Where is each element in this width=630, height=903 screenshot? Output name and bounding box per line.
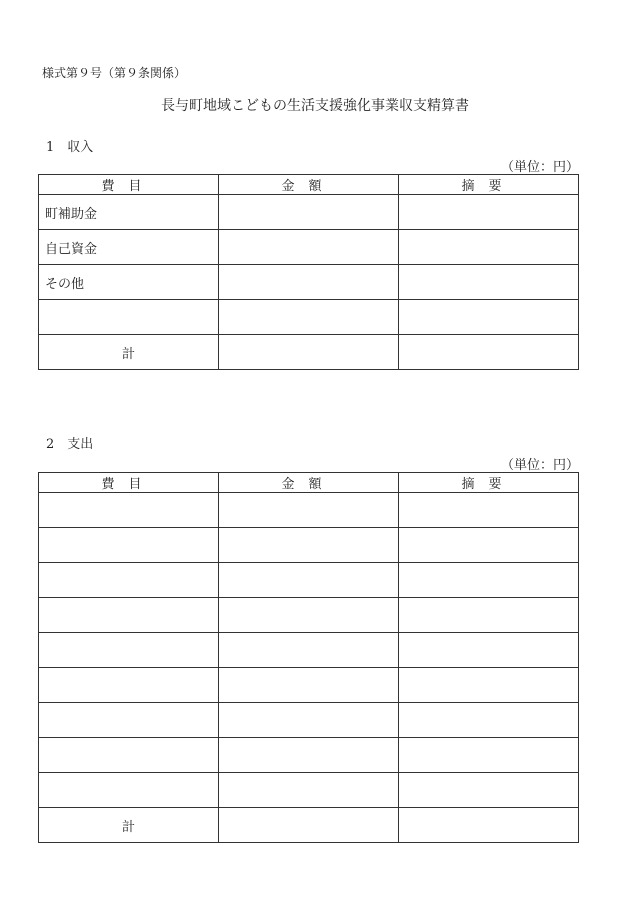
amount-cell[interactable] bbox=[219, 633, 399, 668]
expense-unit: （単位：円） bbox=[500, 458, 579, 473]
table-row bbox=[39, 195, 579, 230]
total-row bbox=[39, 335, 579, 370]
item-cell bbox=[39, 668, 219, 703]
table-row bbox=[39, 563, 579, 598]
table-row bbox=[39, 633, 579, 668]
amount-cell[interactable] bbox=[219, 738, 399, 773]
amount-cell[interactable] bbox=[219, 230, 399, 265]
item-cell bbox=[39, 300, 219, 335]
remarks-cell[interactable] bbox=[399, 563, 579, 598]
amount-cell[interactable] bbox=[219, 703, 399, 738]
table-row bbox=[39, 773, 579, 808]
expense-heading: 2 支出 bbox=[46, 437, 94, 452]
amount-cell[interactable] bbox=[219, 528, 399, 563]
remarks-cell[interactable] bbox=[399, 528, 579, 563]
table-row bbox=[39, 528, 579, 563]
document-title: 長与町地域こどもの生活支援強化事業収支精算書 bbox=[161, 98, 469, 114]
remarks-cell[interactable] bbox=[399, 493, 579, 528]
table-row bbox=[39, 598, 579, 633]
item-cell: 自己資金 bbox=[39, 230, 219, 265]
item-cell bbox=[39, 493, 219, 528]
amount-cell[interactable] bbox=[219, 493, 399, 528]
item-cell bbox=[39, 738, 219, 773]
item-cell bbox=[39, 563, 219, 598]
amount-cell[interactable] bbox=[219, 563, 399, 598]
header-item: 費目 bbox=[39, 473, 219, 493]
item-cell bbox=[39, 598, 219, 633]
total-row bbox=[39, 808, 579, 843]
total-label: 計 bbox=[39, 808, 219, 843]
header-item: 費目 bbox=[39, 175, 219, 195]
item-cell bbox=[39, 703, 219, 738]
total-amount-cell[interactable] bbox=[219, 808, 399, 843]
amount-cell[interactable] bbox=[219, 773, 399, 808]
item-cell: その他 bbox=[39, 265, 219, 300]
amount-cell[interactable] bbox=[219, 195, 399, 230]
item-cell bbox=[39, 528, 219, 563]
remarks-cell[interactable] bbox=[399, 230, 579, 265]
header-amount: 金額 bbox=[219, 473, 399, 493]
income-heading: 1 収入 bbox=[46, 140, 94, 155]
total-label: 計 bbox=[39, 335, 219, 370]
expense-table bbox=[38, 472, 579, 843]
table-row bbox=[39, 493, 579, 528]
table-row bbox=[39, 668, 579, 703]
total-remarks-cell[interactable] bbox=[399, 335, 579, 370]
amount-cell[interactable] bbox=[219, 300, 399, 335]
table-row bbox=[39, 703, 579, 738]
remarks-cell[interactable] bbox=[399, 598, 579, 633]
table-row bbox=[39, 265, 579, 300]
table-row bbox=[39, 738, 579, 773]
remarks-cell[interactable] bbox=[399, 633, 579, 668]
form-number: 様式第９号（第９条関係） bbox=[42, 66, 187, 80]
income-unit: （単位：円） bbox=[500, 160, 579, 175]
income-table bbox=[38, 174, 579, 370]
remarks-cell[interactable] bbox=[399, 703, 579, 738]
amount-cell[interactable] bbox=[219, 598, 399, 633]
header-remarks: 摘要 bbox=[399, 175, 579, 195]
remarks-cell[interactable] bbox=[399, 265, 579, 300]
table-row bbox=[39, 230, 579, 265]
remarks-cell[interactable] bbox=[399, 773, 579, 808]
amount-cell[interactable] bbox=[219, 668, 399, 703]
remarks-cell[interactable] bbox=[399, 668, 579, 703]
item-cell bbox=[39, 773, 219, 808]
item-cell bbox=[39, 633, 219, 668]
table-row bbox=[39, 300, 579, 335]
remarks-cell[interactable] bbox=[399, 738, 579, 773]
header-amount: 金額 bbox=[219, 175, 399, 195]
remarks-cell[interactable] bbox=[399, 300, 579, 335]
item-cell: 町補助金 bbox=[39, 195, 219, 230]
total-amount-cell[interactable] bbox=[219, 335, 399, 370]
remarks-cell[interactable] bbox=[399, 195, 579, 230]
header-remarks: 摘要 bbox=[399, 473, 579, 493]
amount-cell[interactable] bbox=[219, 265, 399, 300]
total-remarks-cell[interactable] bbox=[399, 808, 579, 843]
